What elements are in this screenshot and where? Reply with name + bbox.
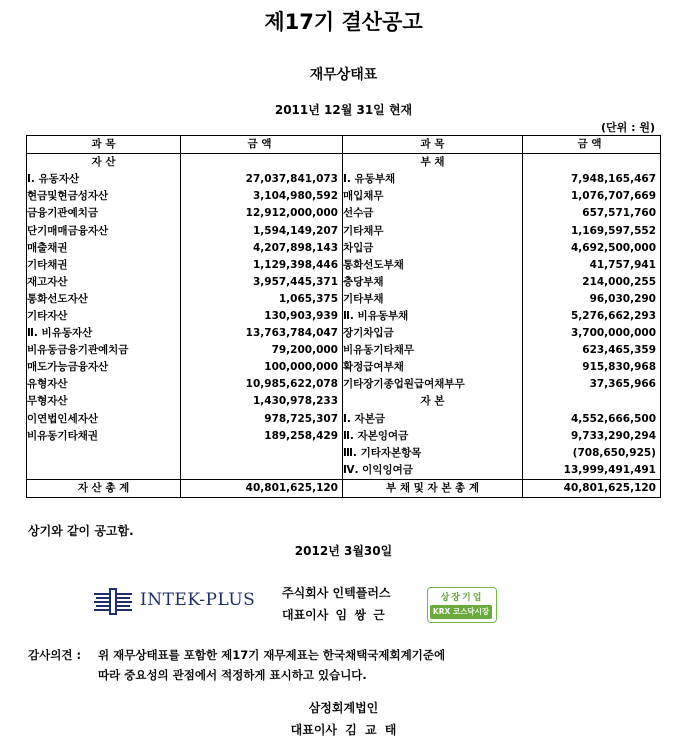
auditor-firm: 삼정회계법인 [308,701,379,715]
asset-amount: 1,129,398,446 [181,257,343,274]
unit-label: (단위 : 원) [601,121,655,134]
closing-statement: 상기와 같이 공고함. [28,524,134,538]
liability-equity-account: 장기차입금 [343,325,523,342]
table-row [27,308,661,325]
total-assets-amount: 40,801,625,120 [181,479,343,497]
liability-equity-amount: 37,365,966 [523,376,661,393]
asset-account: 자 산 [27,154,181,172]
table-row [27,325,661,342]
company-ceo: 대표이사 임 쌍 근 [282,608,385,622]
table-row [27,376,661,393]
liability-equity-account: 기타부채 [343,291,523,308]
table-row [27,342,661,359]
column-header: 과 목 [343,136,523,154]
total-liabilities-equity-amount: 40,801,625,120 [523,479,661,497]
liability-equity-amount: 4,552,666,500 [523,411,661,428]
table-row [27,188,661,205]
liability-equity-account: 비유동기타채무 [343,342,523,359]
asset-amount: 12,912,000,000 [181,205,343,222]
liability-equity-amount: 5,276,662,293 [523,308,661,325]
liability-equity-account: 확정급여부채 [343,359,523,376]
asset-account: Ⅰ. 유동자산 [27,171,181,188]
asset-amount: 3,957,445,371 [181,274,343,291]
asset-account: 통화선도자산 [27,291,181,308]
listed-company-badge [427,587,497,623]
asset-account: 유형자산 [27,376,181,393]
asset-amount: 3,104,980,592 [181,188,343,205]
asset-amount: 978,725,307 [181,411,343,428]
publish-date: 2012년 3월30일 [294,544,393,558]
liability-equity-amount: 3,700,000,000 [523,325,661,342]
liability-equity-account: Ⅳ. 이익잉여금 [343,462,523,480]
badge-title: 상장기업 [440,593,484,603]
asset-amount [181,462,343,480]
liability-equity-amount: 657,571,760 [523,205,661,222]
table-row [27,428,661,445]
balance-sheet-table [26,135,661,498]
liability-equity-account: Ⅰ. 유동부채 [343,171,523,188]
table-row [27,393,661,410]
total-row [27,479,661,497]
asset-account [27,462,181,480]
asset-amount: 189,258,429 [181,428,343,445]
total-liabilities-equity-label: 부 채 및 자 본 총 계 [343,479,523,497]
asset-amount [181,154,343,172]
table-header-row [27,136,661,154]
liability-equity-account: Ⅱ. 자본잉여금 [343,428,523,445]
table-row [27,171,661,188]
liability-equity-amount [523,393,661,410]
audit-opinion-label: 감사의견 : [28,648,82,662]
liability-equity-account: 부 채 [343,154,523,172]
asset-amount: 1,430,978,233 [181,393,343,410]
liability-equity-amount: 9,733,290,294 [523,428,661,445]
asset-account: 재고자산 [27,274,181,291]
asset-account: 금융기관예치금 [27,205,181,222]
liability-equity-amount: 13,999,491,491 [523,462,661,480]
liability-equity-amount: 4,692,500,000 [523,240,661,257]
page-title: 제17기 결산공고 [264,10,423,34]
table-row [27,359,661,376]
table-row [27,411,661,428]
asset-account: Ⅱ. 비유동자산 [27,325,181,342]
statement-date: 2011년 12월 31일 현재 [274,103,413,117]
asset-account [27,445,181,462]
table-row [27,462,661,480]
table-row [27,154,661,172]
liability-equity-amount: 623,465,359 [523,342,661,359]
audit-opinion-line-1: 위 재무상태표를 포함한 제17기 재무제표는 한국채택국제회계기준에 [98,648,446,662]
asset-amount: 13,763,784,047 [181,325,343,342]
logo-wordmark: INTEK-PLUS [140,590,256,610]
statement-title: 재무상태표 [309,67,378,83]
asset-amount: 130,903,939 [181,308,343,325]
auditor-ceo: 대표이사 김 교 태 [290,723,397,737]
asset-account: 이연법인세자산 [27,411,181,428]
liability-equity-amount: 1,076,707,669 [523,188,661,205]
asset-account: 기타채권 [27,257,181,274]
asset-amount: 100,000,000 [181,359,343,376]
table-row [27,222,661,239]
table-row [27,274,661,291]
asset-amount: 1,065,375 [181,291,343,308]
asset-account: 비유동기타채권 [27,428,181,445]
liability-equity-amount: (708,650,925) [523,445,661,462]
liability-equity-account: 통화선도부채 [343,257,523,274]
table-row [27,257,661,274]
company-name: 주식회사 인텍플러스 [282,586,391,600]
liability-equity-amount: 7,948,165,467 [523,171,661,188]
asset-amount: 27,037,841,073 [181,171,343,188]
liability-equity-amount: 915,830,968 [523,359,661,376]
column-header: 과 목 [27,136,181,154]
liability-equity-account: 충당부채 [343,274,523,291]
liability-equity-account: Ⅱ. 비유동부채 [343,308,523,325]
asset-account: 매도가능금융자산 [27,359,181,376]
badge-market: KRX 코스닥시장 [430,605,492,619]
liability-equity-amount: 41,757,941 [523,257,661,274]
asset-account: 기타자산 [27,308,181,325]
liability-equity-account: Ⅲ. 기타자본항목 [343,445,523,462]
liability-equity-amount: 96,030,290 [523,291,661,308]
total-assets-label: 자 산 총 계 [27,479,181,497]
table-row [27,445,661,462]
liability-equity-account: 기타채무 [343,222,523,239]
asset-account: 단기매매금융자산 [27,222,181,239]
liability-equity-account: 선수금 [343,205,523,222]
column-header: 금 액 [181,136,343,154]
liability-equity-amount: 1,169,597,552 [523,222,661,239]
liability-equity-account: 매입채무 [343,188,523,205]
table-row [27,205,661,222]
liability-equity-amount [523,154,661,172]
asset-account: 매출채권 [27,240,181,257]
asset-amount: 79,200,000 [181,342,343,359]
asset-amount [181,445,343,462]
asset-account: 현금및현금성자산 [27,188,181,205]
liability-equity-account: 자 본 [343,393,523,410]
asset-amount: 4,207,898,143 [181,240,343,257]
liability-equity-amount: 214,000,255 [523,274,661,291]
asset-amount: 1,594,149,207 [181,222,343,239]
liability-equity-account: 차입금 [343,240,523,257]
asset-account: 무형자산 [27,393,181,410]
column-header: 금 액 [523,136,661,154]
table-row [27,291,661,308]
liability-equity-account: Ⅰ. 자본금 [343,411,523,428]
asset-amount: 10,985,622,078 [181,376,343,393]
liability-equity-account: 기타장기종업원급여채부무 [343,376,523,393]
asset-account: 비유동금융기관예치금 [27,342,181,359]
table-row [27,240,661,257]
audit-opinion-line-2: 따라 중요성의 관점에서 적정하게 표시하고 있습니다. [98,668,367,682]
